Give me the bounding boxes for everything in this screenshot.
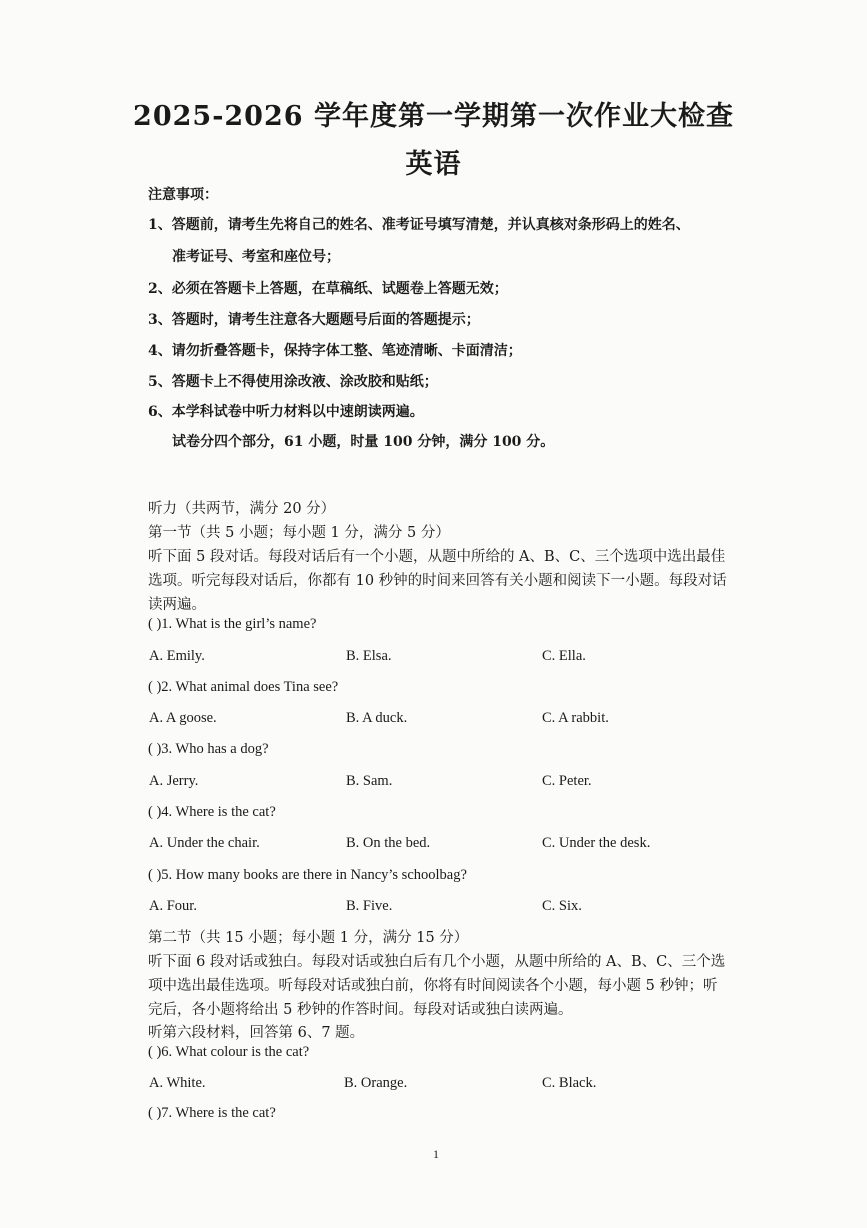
option-a: A. White. [149,1075,206,1091]
note-item: 2、必须在答题卡上答题，在草稿纸、试题卷上答题无效； [148,281,508,297]
section1-instruction: 读两遍。 [148,597,206,613]
option-b: B. A duck. [346,710,408,726]
question-5: ( )5. How many books are there in Nancy’s schoolbag? [148,867,467,883]
section1-instruction: 听下面 5 段对话。每段对话后有一个小题，从题中所给的 A、B、C、三个选项中选出最佳 [148,549,726,565]
option-c: C. Black. [542,1075,597,1091]
option-b: B. Elsa. [346,648,392,664]
note-item: 5、答题卡上不得使用涂改液、涂改胶和贴纸； [148,374,438,390]
question-3: ( )3. Who has a dog? [148,741,269,757]
option-b: B. Orange. [344,1075,408,1091]
option-b: B. On the bed. [346,835,431,851]
option-a: A. Four. [149,898,197,914]
exam-title: 2025-2026 学年度第一学期第一次作业大检查 [133,101,734,132]
section1-instruction: 选项。听完每段对话后，你都有 10 秒钟的时间来回答有关小题和阅读下一小题。每段对话 [148,573,727,589]
note-item: 1、答题前，请考生先将自己的姓名、准考证号填写清楚，并认真核对条形码上的姓名、 [148,217,690,233]
option-b: B. Five. [346,898,393,914]
note-item: 试卷分四个部分，61 小题，时量 100 分钟，满分 100 分。 [172,434,555,450]
notes-heading: 注意事项： [148,187,218,203]
question-2: ( )2. What animal does Tina see? [148,679,339,695]
section2-instruction: 听第六段材料，回答第 6、7 题。 [148,1025,365,1041]
note-item: 准考证号、考室和座位号； [172,249,340,265]
option-a: A. A goose. [149,710,217,726]
option-c: C. Six. [542,898,582,914]
option-b: B. Sam. [346,773,393,789]
section2-instruction: 项中选出最佳选项。听每段对话或独白前，你将有时间阅读各个小题，每小题 5 秒钟；听 [148,978,718,994]
section2-title: 第二节（共 15 小题；每小题 1 分，满分 15 分） [148,930,469,946]
question-6: ( )6. What colour is the cat? [148,1044,310,1060]
note-item: 6、本学科试卷中听力材料以中速朗读两遍。 [148,404,424,420]
option-c: C. Ella. [542,648,586,664]
section1-title: 第一节（共 5 小题；每小题 1 分，满分 5 分） [148,525,450,541]
listening-heading: 听力（共两节，满分 20 分） [148,501,336,517]
option-a: A. Emily. [149,648,205,664]
option-c: C. Peter. [542,773,592,789]
section2-instruction: 听下面 6 段对话或独白。每段对话或独白后有几个小题，从题中所给的 A、B、C、三个选 [148,954,726,970]
option-c: C. A rabbit. [542,710,609,726]
note-item: 4、请勿折叠答题卡，保持字体工整、笔迹清晰、卡面清洁； [148,343,522,359]
option-c: C. Under the desk. [542,835,651,851]
page-number: 1 [433,1147,439,1161]
option-a: A. Under the chair. [149,835,260,851]
subject-title: 英语 [405,149,462,180]
question-4: ( )4. Where is the cat? [148,804,276,820]
question-7: ( )7. Where is the cat? [148,1105,276,1121]
note-item: 3、答题时，请考生注意各大题题号后面的答题提示； [148,312,480,328]
section2-instruction: 完后，各小题将给出 5 秒钟的作答时间。每段对话或独白读两遍。 [148,1002,573,1018]
option-a: A. Jerry. [149,773,199,789]
question-1: ( )1. What is the girl’s name? [148,616,317,632]
